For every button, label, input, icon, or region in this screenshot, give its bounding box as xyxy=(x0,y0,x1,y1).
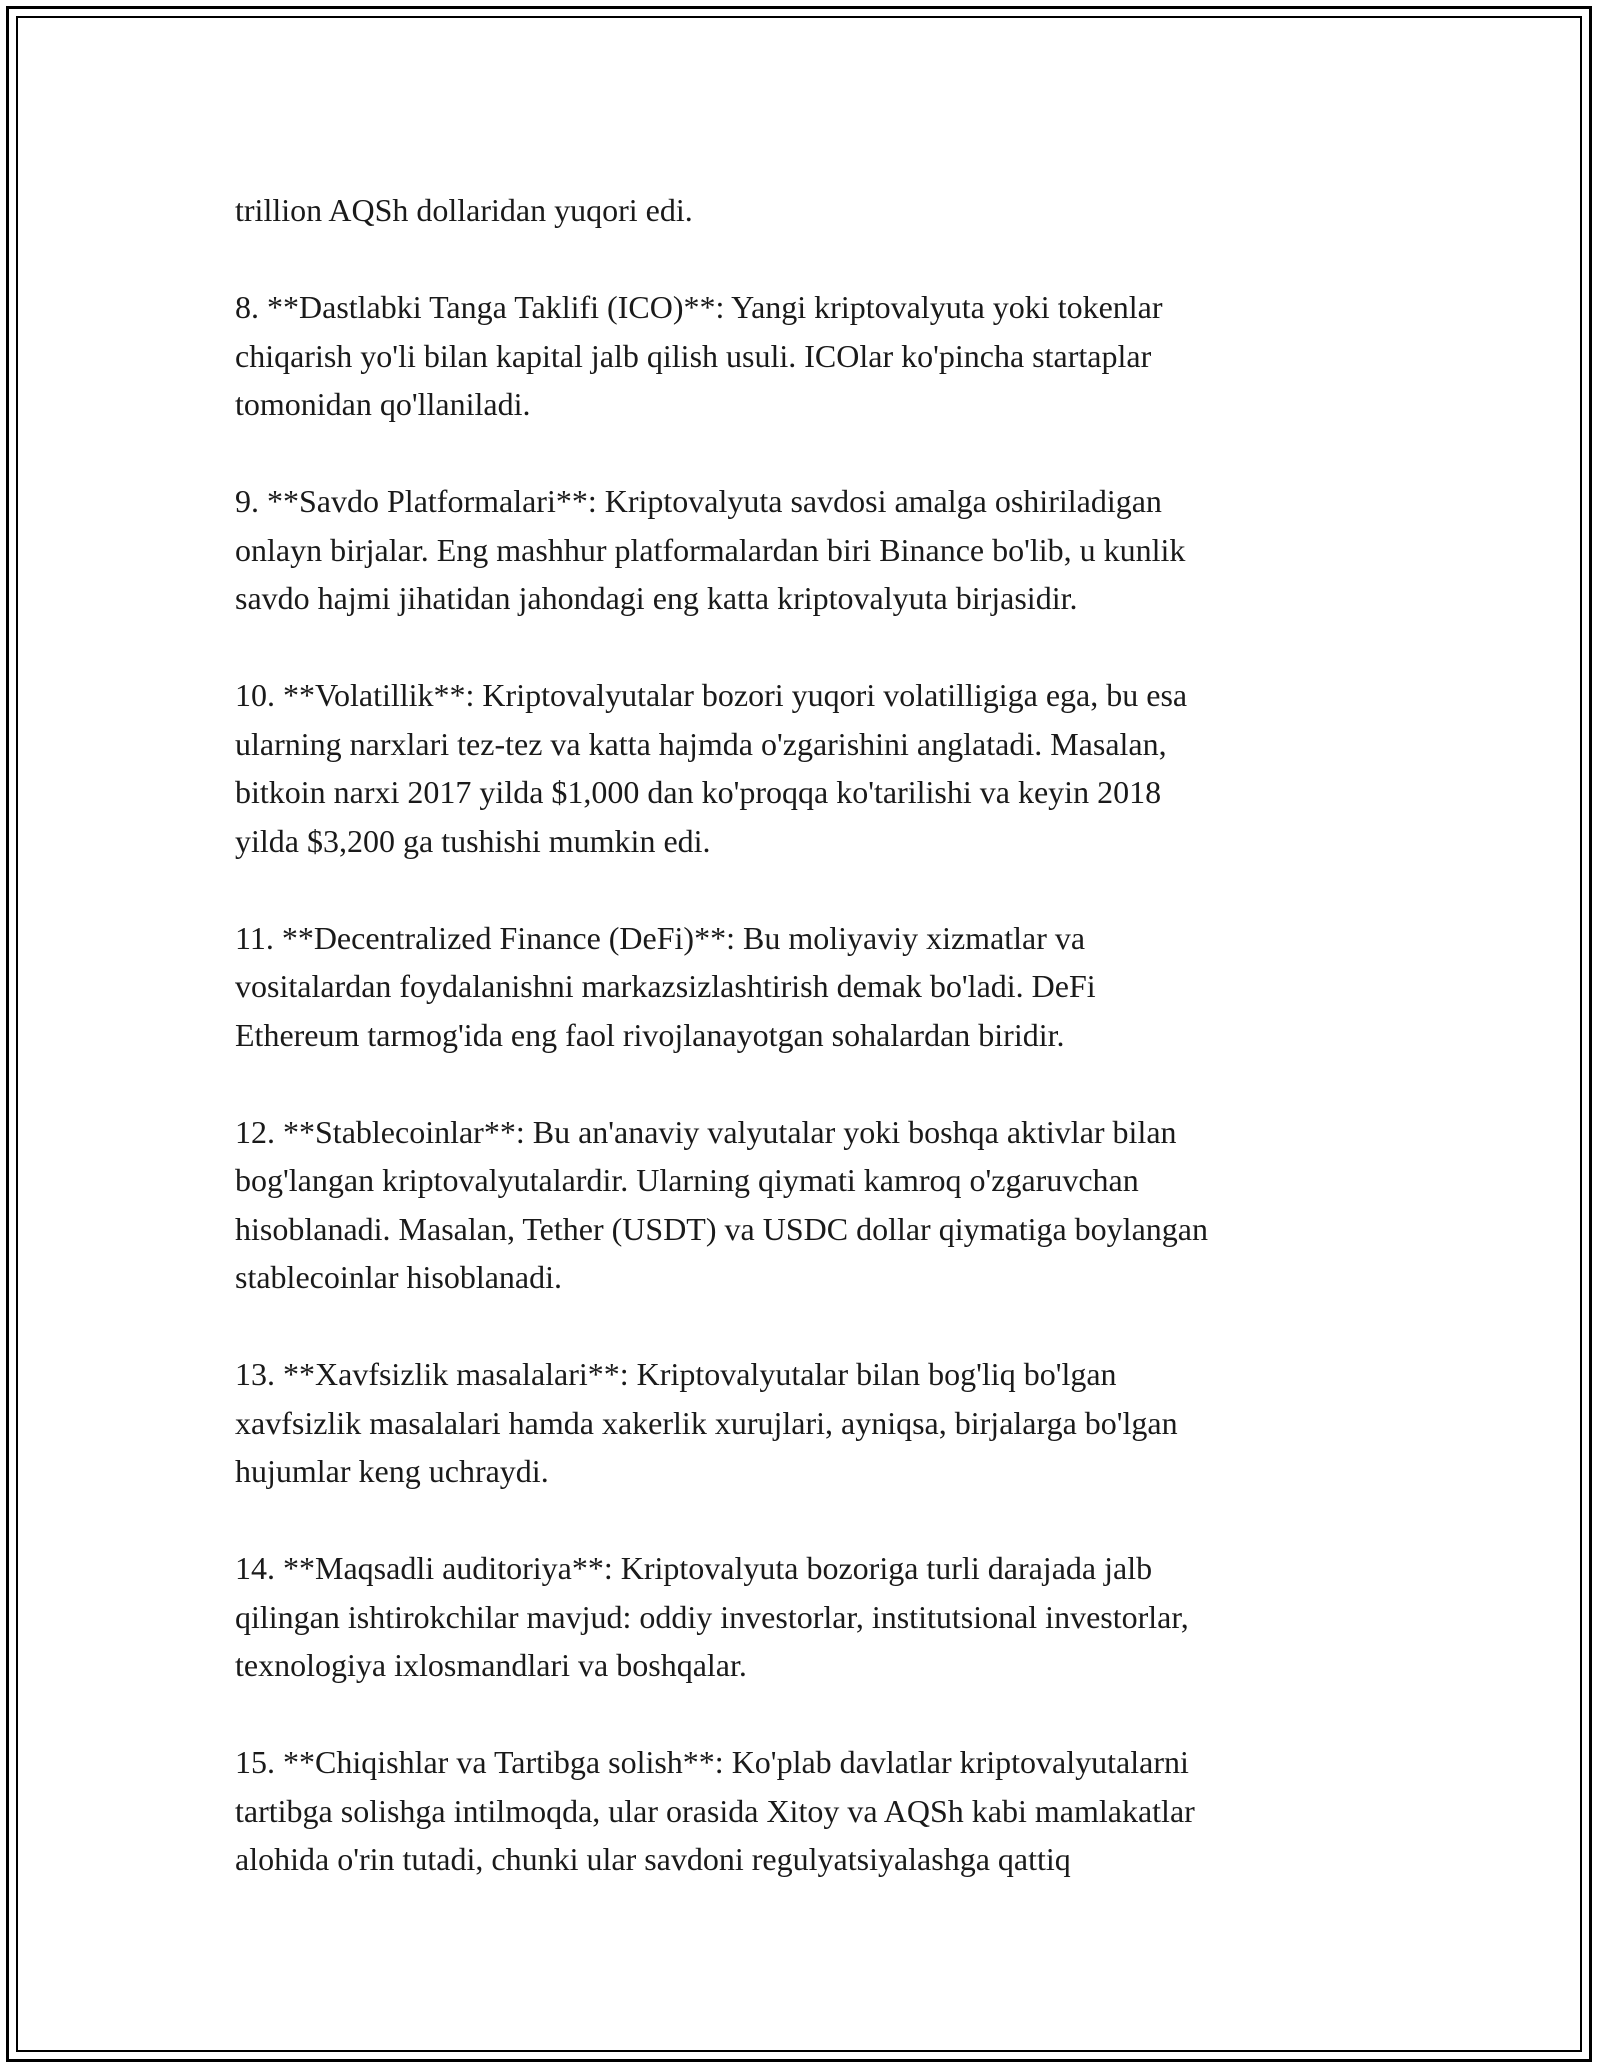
paragraph-continuation: trillion AQSh dollaridan yuqori edi. xyxy=(235,192,693,228)
list-item-stablecoins: 12. **Stablecoinlar**: Bu an'anaviy valyutalar yoki boshqa aktivlar bilan bog'langan kriptovalyutalardir. Ularning qiymati kamroq o'zgaruvchan hisoblanadi. Masalan, Tether (USDT) va USDC dollar qiymatiga boylangan stablecoinlar hisoblanadi. xyxy=(235,1113,1208,1295)
list-item-trading-platforms: 9. **Savdo Platformalari**: Kriptovalyuta savdosi amalga oshiriladigan onlayn birjalar. Eng mashhur platformalardan biri Binance bo'lib, u kunlik savdo hajmi jihatidan jahondagi eng katta kriptovalyuta birjasidir. xyxy=(235,483,1186,616)
list-item-ico: 8. **Dastlabki Tanga Taklifi (ICO)**: Yangi kriptovalyuta yoki tokenlar chiqarish yo'li bilan kapital jalb qilish usuli. ICOlar ko'pincha startaplar tomonidan qo'llaniladi. xyxy=(235,289,1163,422)
list-item-regulation: 15. **Chiqishlar va Tartibga solish**: Ko'plab davlatlar kriptovalyutalarni tartibga solishga intilmoqda, ular orasida Xitoy va AQSh kabi mamlakatlar alohida o'rin tutadi, chunki ular savdoni regulyatsiyalashga qattiq xyxy=(235,1744,1195,1877)
document-body xyxy=(235,186,1370,1932)
list-item-volatility: 10. **Volatillik**: Kriptovalyutalar bozori yuqori volatilligiga ega, bu esa ularning narxlari tez-tez va katta hajmda o'zgarishini anglatadi. Masalan, bitkoin narxi 2017 yilda $1,000 dan ko'proqqa ko'tarilishi va keyin 2018 yilda $3,200 ga tushishi mumkin edi. xyxy=(235,677,1188,859)
list-item-security: 13. **Xavfsizlik masalalari**: Kriptovalyutalar bilan bog'liq bo'lgan xavfsizlik masalalari hamda xakerlik xurujlari, ayniqsa, birjalarga bo'lgan hujumlar keng uchraydi. xyxy=(235,1356,1178,1489)
list-item-defi: 11. **Decentralized Finance (DeFi)**: Bu moliyaviy xizmatlar va vositalardan foydalanishni markazsizlashtirish demak bo'ladi. DeFi Ethereum tarmog'ida eng faol rivojlanayotgan sohalardan biridir. xyxy=(235,919,1096,1053)
list-item-audience: 14. **Maqsadli auditoriya**: Kriptovalyuta bozoriga turli darajada jalb qilingan ishtirokchilar mavjud: oddiy investorlar, institutsional investorlar, texnologiya ixlosmandlari va boshqalar. xyxy=(235,1550,1189,1683)
